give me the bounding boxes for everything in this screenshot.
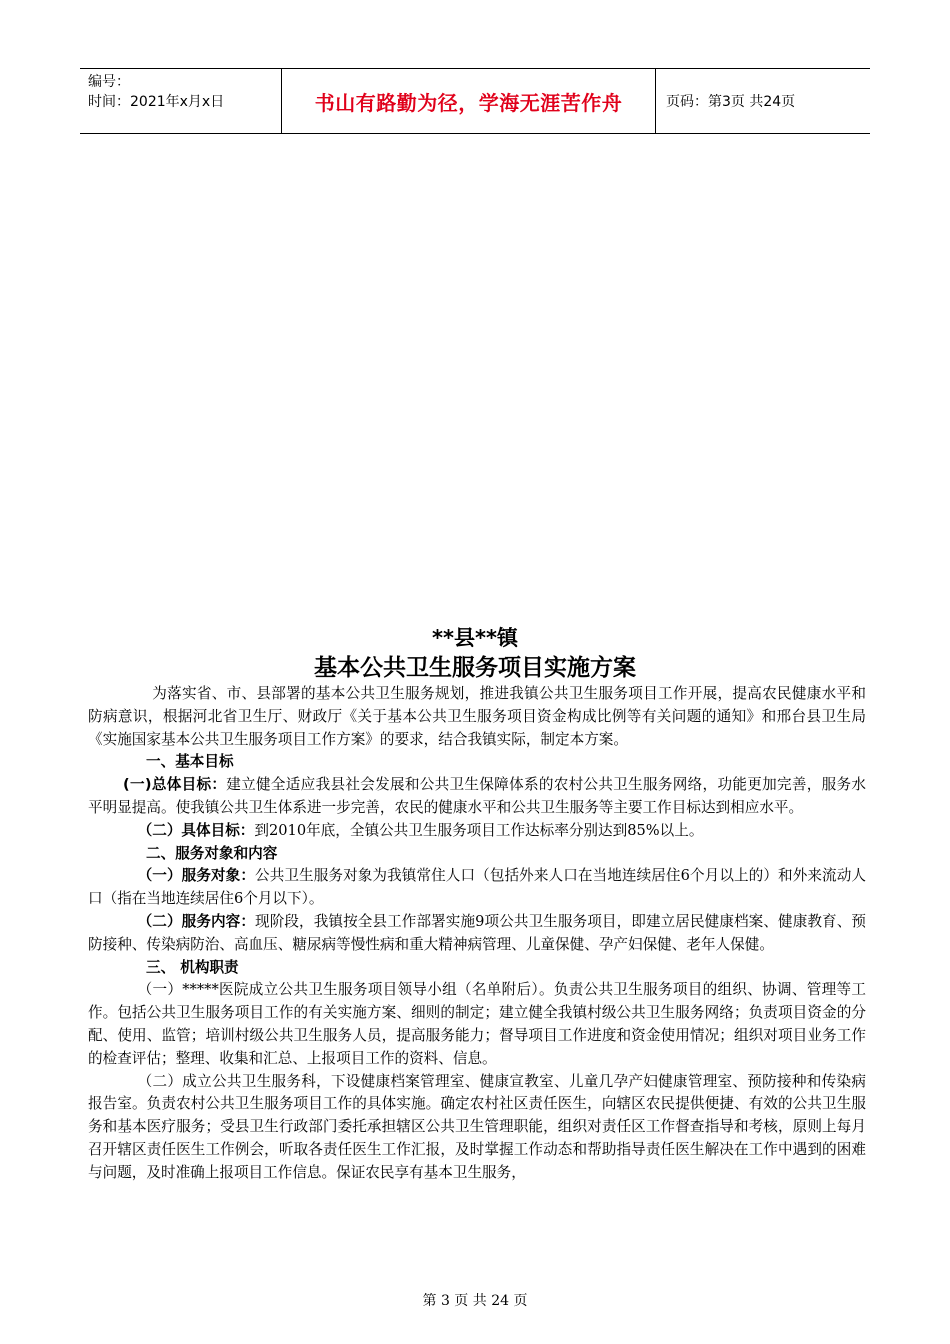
header-meta xyxy=(80,69,282,133)
section2-item1-text: 公共卫生服务对象为我镇常住人口（包括外来人口在当地连续居住6个月以上的）和外来流动人口（指在当地连续居住6个月以下）。 xyxy=(88,867,866,908)
section2-item2-text: 现阶段，我镇按全县工作部署实施9项公共卫生服务项目，即建立居民健康档案、健康教育、预防接种、传染病防治、高血压、糖尿病等慢性病和重大精神病管理、儿童保健、孕产妇保健、老年人保健。 xyxy=(88,912,866,953)
section1-item2-label: （二）具体目标： xyxy=(137,821,255,839)
section2-item1-label: （一）服务对象： xyxy=(137,867,256,885)
section1-item1-label: (一)总体目标： xyxy=(123,776,227,794)
section2-item2-label: （二）服务内容： xyxy=(137,912,256,930)
section1-heading: 一、基本目标 xyxy=(146,753,234,771)
document-body xyxy=(88,683,866,1185)
section2-item2 xyxy=(88,911,866,957)
section3-heading: 三、 机构职责 xyxy=(146,958,239,976)
section1-item2 xyxy=(88,820,866,843)
time-label: 时间：2021年x月x日 xyxy=(88,94,225,110)
intro-paragraph: 为落实省、市、县部署的基本公共卫生服务规划，推进我镇公共卫生服务项目工作开展，提高农民健康水平和防病意识，根据河北省卫生厅、财政厅《关于基本公共卫生服务项目资金构成比例等有关问题的通知》和邢台县卫生局《实施国家基本公共卫生服务项目工作方案》的要求，结合我镇实际，制定本方案。 xyxy=(88,685,866,748)
section1-item1-text: 建立健全适应我县社会发展和公共卫生保障体系的农村公共卫生服务网络，功能更加完善，服务水平明显提高。使我镇公共卫生体系进一步完善，农民的健康水平和公共卫生服务等主要工作目标达到相应水平。 xyxy=(88,776,866,816)
document-title-line1: **县**镇 xyxy=(432,626,518,650)
number-label: 编号： xyxy=(88,74,130,90)
page-footer: 第 3 页 共 24 页 xyxy=(422,1293,528,1309)
section1-item2-text: 到2010年底，全镇公共卫生服务项目工作达标率分别达到85%以上。 xyxy=(254,821,704,839)
section2-heading: 二、服务对象和内容 xyxy=(146,844,278,862)
header-motto: 书山有路勤为径，学海无涯苦作舟 xyxy=(282,69,656,133)
header-page-info: 页码：第3页 共24页 xyxy=(666,94,796,110)
document-title-block xyxy=(80,624,870,684)
page-header xyxy=(80,68,870,134)
section2-item1 xyxy=(88,865,866,911)
document-title-line2: 基本公共卫生服务项目实施方案 xyxy=(314,655,636,681)
section3-paragraph1: （一）*****医院成立公共卫生服务项目领导小组（名单附后）。负责公共卫生服务项目的组织、协调、管理等工作。包括公共卫生服务项目工作的有关实施方案、细则的制定；建立健全我镇村级公共卫生服务网络；负责项目资金的分配、使用、监管；培训村级公共卫生服务人员，提高服务能力；督导项目工作进度和资金使用情况；组织对项目业务工作的检查评估；整理、收集和汇总、上报项目工作的资料、信息。 xyxy=(88,981,866,1067)
section1-item1 xyxy=(88,774,866,820)
section3-paragraph2: （二）成立公共卫生服务科，下设健康档案管理室、健康宣教室、儿童几孕产妇健康管理室、预防接种和传染病报告室。负责农村公共卫生服务项目工作的具体实施。确定农村社区责任医生，向辖区农民提供便捷、有效的公共卫生服务和基本医疗服务；受县卫生行政部门委托承担辖区公共卫生管理职能，组织对责任区工作督查指导和考核，原则上每月召开辖区责任医生工作例会，听取各责任医生工作汇报，及时掌握工作动态和帮助指导责任医生解决在工作中遇到的困难与问题，及时准确上报项目工作信息。保证农民享有基本卫生服务， xyxy=(88,1072,866,1181)
